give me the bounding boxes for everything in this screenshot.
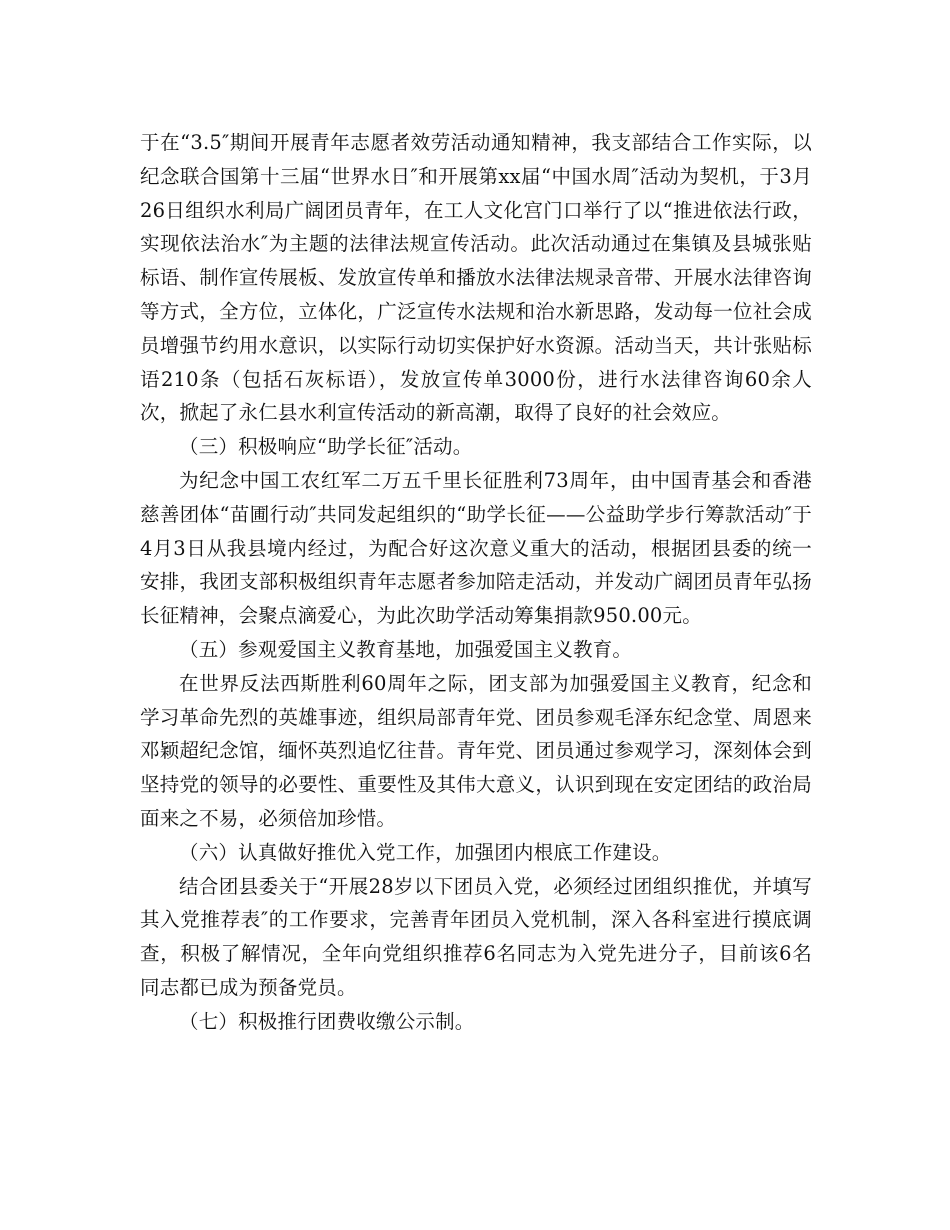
section-heading-7: （七）积极推行团费收缴公示制。 <box>179 1009 475 1033</box>
paragraph-water-day-activity: 于在“3.5″期间开展青年志愿者效劳活动通知精神，我支部结合工作实际，以纪念联合国第十三届“世界水日″和开展第xx届“中国水周″活动为契机，于3月26日组织水利局广阔团员青年，在工人文化宫门口举行了以“推进依法行政，实现依法治水″为主题的法律法规宣传活动。此次活动通过在集镇及县城张贴标语、制作宣传展板、发放宣传单和播放水法律法规录音带、开展水法律咨询等方式，全方位，立体化，广泛宣传水法规和治水新思路，发动每一位社会成员增强节约用水意识，以实际行动切实保护好水资源。活动当天，共计张贴标语210条（包括石灰标语），发放宣传单3000份，进行水法律咨询60余人次，掀起了永仁县水利宣传活动的新高潮，取得了良好的社会效应。 <box>140 131 812 425</box>
section-heading-5: （五）参观爱国主义教育基地，加强爱国主义教育。 <box>179 637 633 661</box>
document-body <box>140 126 812 1039</box>
paragraph-patriotic-education: 在世界反法西斯胜利60周年之际，团支部为加强爱国主义教育，纪念和学习革命先烈的英雄事迹，组织局部青年党、团员参观毛泽东纪念堂、周恩来邓颖超纪念馆，缅怀英烈追忆往昔。青年党、团员通过参观学习，深刻体会到坚持党的领导的必要性、重要性及其伟大意义，认识到现在安定团结的政治局面来之不易，必须倍加珍惜。 <box>140 671 812 830</box>
section-heading-6: （六）认真做好推优入党工作，加强团内根底工作建设。 <box>179 840 672 864</box>
paragraph-long-march: 为纪念中国工农红军二万五千里长征胜利73周年，由中国青基会和香港慈善团体“苗圃行动″共同发起组织的“助学长征——公益助学步行筹款活动″于4月3日从我县境内经过，为配合好这次意义重大的活动，根据团县委的统一安排，我团支部积极组织青年志愿者参加陪走活动，并发动广阔团员青年弘扬长征精神，会聚点滴爱心，为此次助学活动筹集捐款950.00元。 <box>140 468 812 628</box>
paragraph-party-recommendation: 结合团县委关于“开展28岁以下团员入党，必须经过团组织推优，并填写其入党推荐表″的工作要求，完善青年团员入党机制，深入各科室进行摸底调查，积极了解情况，全年向党组织推荐6名同志为入党先进分子，目前该6名同志都已成为预备党员。 <box>140 874 812 999</box>
section-heading-3: （三）积极响应“助学长征″活动。 <box>179 435 473 459</box>
